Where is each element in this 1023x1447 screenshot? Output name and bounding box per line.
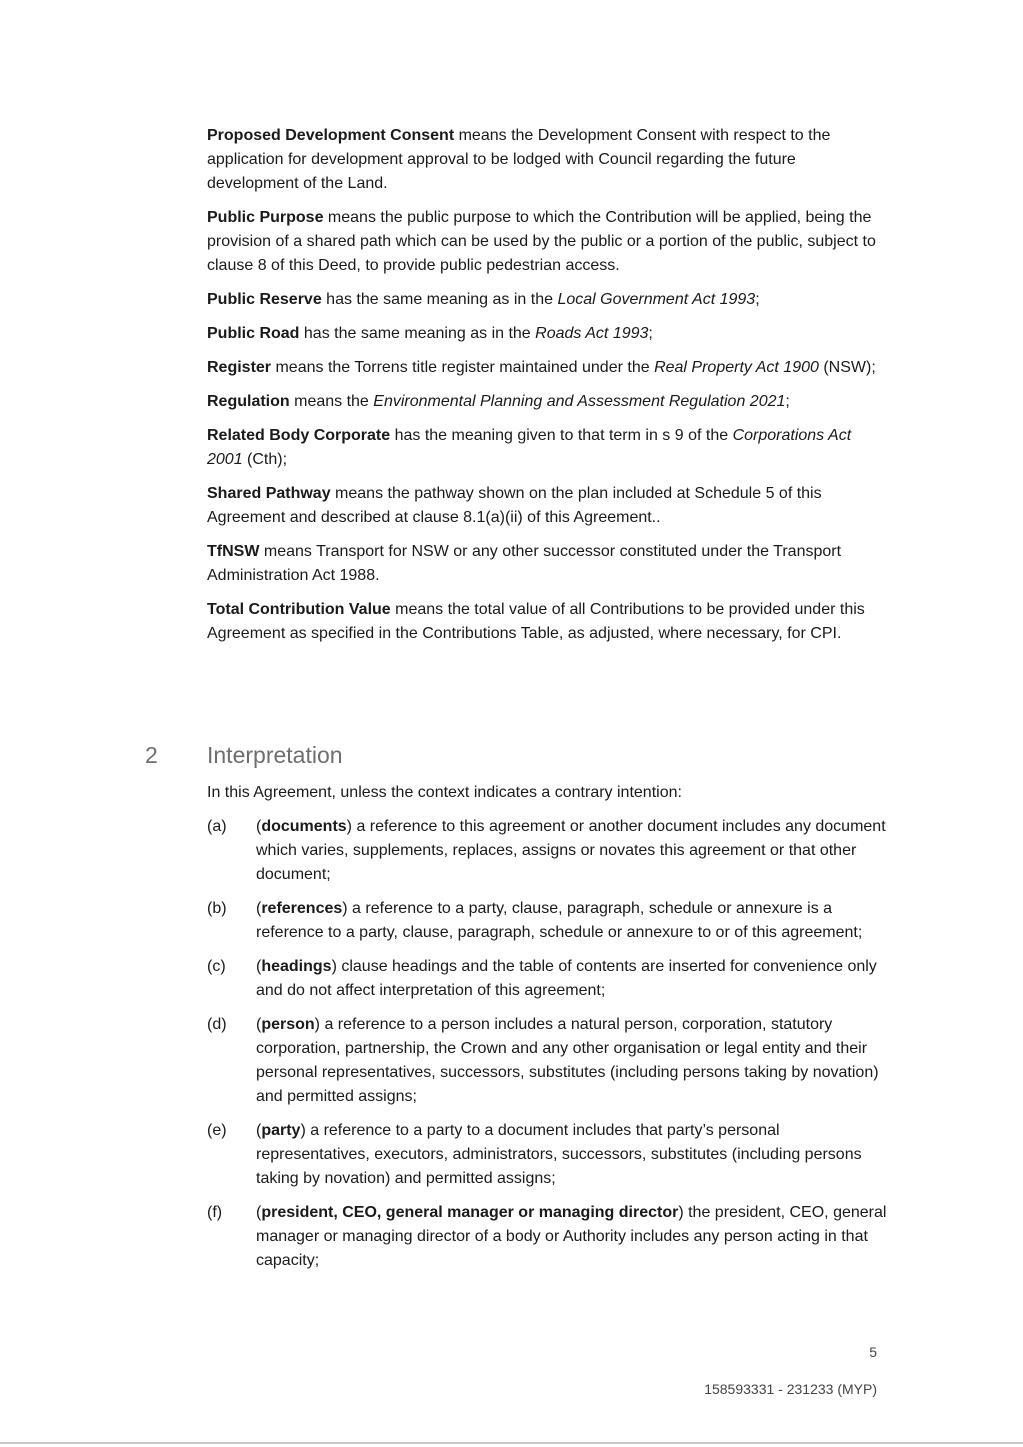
item-text: (party) a reference to a party to a document includes that party’s personal representatives, executors, administrators, successors, substitutes (including persons taking by novation) and permitted assigns;: [256, 1122, 862, 1187]
definition-term: Related Body Corporate: [207, 427, 391, 444]
definition-term: Public Purpose: [207, 209, 324, 226]
definition-term: Register: [207, 359, 272, 376]
document-reference: 158593331 - 231233 (MYP): [704, 1381, 877, 1397]
interpretation-body: [207, 781, 887, 1283]
item-label: (e): [207, 1122, 227, 1139]
item-label: (c): [207, 958, 226, 975]
definition-term: Shared Pathway: [207, 485, 331, 502]
item-term: documents: [261, 818, 347, 835]
list-item: [207, 897, 887, 945]
statute-name: Environmental Planning and Assessment Regulation 2021: [373, 393, 786, 410]
page-number: 5: [869, 1344, 877, 1360]
statute-name: Corporations Act 2001: [207, 427, 852, 468]
item-text: (references) a reference to a party, clause, paragraph, schedule or annexure is a reference to a party, clause, paragraph, schedule or annexure to or of this agreement;: [256, 900, 863, 941]
definition-term: Proposed Development Consent: [207, 127, 455, 144]
definition-proposed-development-consent: Proposed Development Consent means the Development Consent with respect to the application for development approval to be lodged with Council regarding the future development of the Land.: [207, 127, 831, 192]
definitions-list: [207, 124, 887, 656]
item-text: (documents) a reference to this agreement or another document includes any document which varies, supplements, replaces, assigns or novates this agreement or that other document;: [256, 818, 886, 883]
definition-register: Register means the Torrens title register maintained under the Real Property Act 1900 (NSW);: [207, 359, 876, 376]
item-term: person: [261, 1016, 315, 1033]
definition-term: Regulation: [207, 393, 290, 410]
definition-public-purpose: Public Purpose means the public purpose to which the Contribution will be applied, being the provision of a shared path which can be used by the public or a portion of the public, subject to clause 8 of this Deed, to provide public pedestrian access.: [207, 209, 876, 274]
definition-public-reserve: Public Reserve has the same meaning as in the Local Government Act 1993;: [207, 291, 760, 308]
item-label: (b): [207, 900, 227, 917]
item-term: headings: [261, 958, 332, 975]
definition-term: Public Reserve: [207, 291, 322, 308]
page-bottom-divider: [0, 1442, 1023, 1444]
list-item: [207, 815, 887, 887]
section-title: Interpretation: [207, 742, 343, 768]
list-item: [207, 955, 887, 1003]
item-text: (president, CEO, general manager or managing director) the president, CEO, general manager or managing director of a body or Authority includes any person acting in that capacity;: [256, 1204, 887, 1269]
item-text: (headings) clause headings and the table of contents are inserted for convenience only and do not affect interpretation of this agreement;: [256, 958, 877, 999]
statute-name: Roads Act 1993: [535, 325, 649, 342]
definition-public-road: Public Road has the same meaning as in the Roads Act 1993;: [207, 325, 653, 342]
interpretation-intro: In this Agreement, unless the context indicates a contrary intention:: [207, 784, 682, 801]
item-label: (a): [207, 818, 227, 835]
item-label: (f): [207, 1204, 223, 1221]
item-term: party: [261, 1122, 301, 1139]
definition-regulation: Regulation means the Environmental Planning and Assessment Regulation 2021;: [207, 393, 790, 410]
list-item: [207, 1119, 887, 1191]
definition-tfnsw: TfNSW means Transport for NSW or any other successor constituted under the Transport Administration Act 1988.: [207, 543, 842, 584]
item-term: references: [261, 900, 343, 917]
list-item: [207, 1013, 887, 1109]
item-text: (person) a reference to a person includes a natural person, corporation, statutory corporation, partnership, the Crown and any other organisation or legal entity and their personal representatives, successors, substitutes (including persons taking by novation) and permitted assigns;: [256, 1016, 879, 1105]
item-label: (d): [207, 1016, 227, 1033]
definition-related-body-corporate: Related Body Corporate has the meaning given to that term in s 9 of the Corporations Act 2001 (Cth);: [207, 427, 852, 468]
definition-total-contribution-value: Total Contribution Value means the total value of all Contributions to be provided under this Agreement as specified in the Contributions Table, as adjusted, where necessary, for CPI.: [207, 601, 865, 642]
section-number: 2: [145, 742, 158, 768]
definition-term: Public Road: [207, 325, 300, 342]
statute-name: Local Government Act 1993: [557, 291, 756, 308]
list-item: [207, 1201, 887, 1273]
statute-name: Real Property Act 1900: [654, 359, 819, 376]
definition-shared-pathway: Shared Pathway means the pathway shown on the plan included at Schedule 5 of this Agreement and described at clause 8.1(a)(ii) of this Agreement..: [207, 485, 822, 526]
definition-term: Total Contribution Value: [207, 601, 391, 618]
definition-term: TfNSW: [207, 543, 260, 560]
item-term: president, CEO, general manager or managing director: [261, 1204, 679, 1221]
